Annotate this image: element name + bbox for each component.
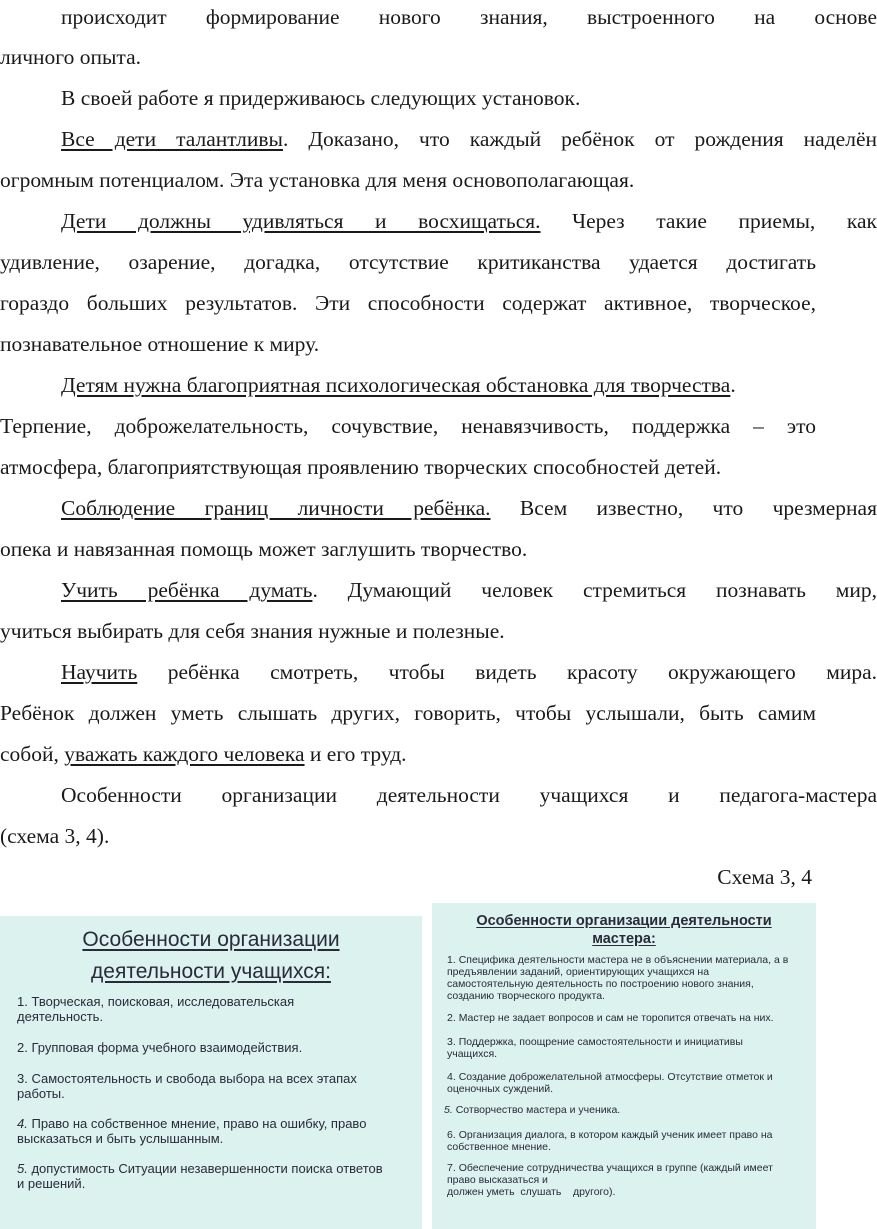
paragraph-9-line-1 [0, 780, 877, 810]
paragraph-5-line-1 [61, 370, 877, 400]
item-text: Самостоятельность и свобода выбора на всех этапах [31, 1071, 357, 1086]
list-item [17, 994, 407, 1024]
paragraph-5-line-3 [0, 452, 816, 482]
list-item [17, 1040, 407, 1055]
text: Терпение, доброжелательность, сочувствие, ненавязчивость, поддержка – это [0, 414, 816, 438]
item-number: 2. [17, 1040, 28, 1055]
list-item [447, 1071, 809, 1095]
underlined-phrase: Соблюдение границ личности ребёнка. [61, 496, 491, 520]
item-number: 1. [447, 954, 456, 966]
text: опека и навязанная помощь может заглушить творчество. [0, 537, 528, 561]
underlined-phrase: Детям нужна благоприятная психологическая обстановка для творчества [61, 373, 731, 397]
underlined-phrase: Учить ребёнка думать [61, 578, 313, 602]
item-number: 5. [444, 1104, 453, 1116]
text: происходит формирование нового знания, выстроенного на основе [61, 5, 877, 29]
underlined-phrase: Все дети талантливы [61, 127, 283, 151]
paragraph-4-line-4 [0, 329, 816, 359]
text: Схема 3, 4 [717, 865, 812, 889]
item-number: 4. [17, 1116, 28, 1131]
list-item [17, 1161, 407, 1191]
paragraph-1-line-2 [0, 42, 816, 72]
item-number: 2. [447, 1012, 456, 1024]
list-item [447, 1036, 809, 1060]
paragraph-9-line-2 [0, 821, 816, 851]
paragraph-4-line-2 [0, 247, 816, 277]
underlined-phrase: уважать каждого человека [64, 742, 305, 766]
text: . Доказано, что каждый ребёнок от рождения наделён [282, 127, 877, 151]
paragraph-5-line-2 [0, 411, 816, 441]
title-line: Особенности организации [82, 928, 340, 951]
item-text: самостоятельную деятельность по построению нового знания, [447, 978, 754, 990]
item-text: оценочных суждений. [447, 1083, 554, 1095]
item-text: Право на собственное мнение, право на ошибку, право [31, 1116, 367, 1131]
scheme-students-title [0, 924, 422, 988]
item-text: деятельность. [17, 1009, 104, 1024]
item-text: Сотворчество мастера и ученика. [455, 1104, 621, 1116]
text: Через такие приемы, как [540, 209, 877, 233]
scheme-students-box [0, 916, 422, 1229]
text: гораздо больших результатов. Эти способности содержат активное, творческое, [0, 291, 816, 315]
item-number: 1. [17, 994, 28, 1009]
item-text: созданию творческого продукта. [447, 990, 605, 1002]
text: познавательное отношение к миру. [0, 332, 320, 356]
item-text: Организация диалога, в котором каждый ученик имеет право на [458, 1129, 773, 1141]
item-text: допустимость Ситуации незавершенности поиска ответов [31, 1161, 383, 1176]
text: В своей работе я придерживаюсь следующих установок. [61, 86, 581, 110]
text: огромным потенциалом. Эта установка для меня основополагающая. [0, 168, 635, 192]
paragraph-6-line-1 [0, 493, 877, 523]
scheme-master-box [432, 903, 816, 1229]
item-text: Поддержка, поощрение самостоятельности и инициативы [458, 1036, 743, 1048]
text: Всем известно, что чрезмерная [490, 496, 877, 520]
item-text: Творческая, поисковая, исследовательская [31, 994, 295, 1009]
text: . [730, 373, 736, 397]
text: ребёнка смотреть, чтобы видеть красоту окружающего мира. [137, 660, 877, 684]
paragraph-4-line-1 [0, 206, 877, 236]
paragraph-4-line-3 [0, 288, 816, 318]
item-number: 5. [17, 1161, 28, 1176]
item-number: 7. [447, 1162, 456, 1174]
list-item [447, 1012, 809, 1024]
item-text: право высказаться и [447, 1174, 548, 1186]
underlined-phrase: Научить [61, 660, 138, 684]
text: Ребёнок должен уметь слышать других, говорить, чтобы услышали, быть самим [0, 701, 816, 725]
item-text: Создание доброжелательной атмосферы. Отсутствие отметок и [458, 1071, 773, 1083]
title-line: Особенности организации деятельности [476, 913, 772, 929]
item-number: 3. [447, 1036, 456, 1048]
paragraph-8-line-2 [0, 698, 816, 728]
item-number: 3. [17, 1071, 28, 1086]
title-line: деятельности учащихся: [91, 960, 331, 983]
item-number: 4. [447, 1071, 456, 1083]
paragraph-3-line-2 [0, 165, 816, 195]
item-text: должен уметь слушать другого). [447, 1186, 616, 1198]
list-item [447, 1162, 809, 1198]
item-number: 6. [447, 1129, 456, 1141]
scheme-master-title [432, 912, 816, 948]
list-item [444, 1104, 806, 1116]
text: Особенности организации деятельности учащихся и педагога-мастера [61, 783, 877, 807]
item-text: предъявлении заданий, ориентирующих учащихся на [447, 966, 710, 978]
list-item [17, 1116, 407, 1146]
paragraph-8-line-3 [0, 739, 816, 769]
paragraph-7-line-2 [0, 616, 816, 646]
paragraph-6-line-2 [0, 534, 816, 564]
text: атмосфера, благоприятствующая проявлению творческих способностей детей. [0, 455, 722, 479]
paragraph-3-line-1 [0, 124, 877, 154]
item-text: Групповая форма учебного взаимодействия. [31, 1040, 303, 1055]
item-text: и решений. [17, 1176, 86, 1191]
paragraph-8-line-1 [0, 657, 877, 687]
title-line: мастера: [592, 931, 656, 947]
item-text: работы. [17, 1086, 65, 1101]
figure-caption [0, 862, 812, 892]
text: удивление, озарение, догадка, отсутствие критиканства удается достигать [0, 250, 816, 274]
paragraph-2 [61, 83, 877, 113]
item-text: высказаться и быть услышанным. [17, 1131, 224, 1146]
text: (схема 3, 4). [0, 824, 110, 848]
text: . Думающий человек стремиться познавать мир, [312, 578, 877, 602]
item-text: Обеспечение сотрудничества учащихся в группе (каждый имеет [458, 1162, 773, 1174]
list-item [447, 1129, 809, 1153]
underlined-phrase: Дети должны удивляться и восхищаться. [61, 209, 541, 233]
text: собой, [0, 742, 65, 766]
text: личного опыта. [0, 45, 141, 69]
paragraph-1-line-1 [0, 2, 877, 32]
item-text: Специфика деятельности мастера не в объяснении материала, а в [458, 954, 789, 966]
paragraph-7-line-1 [0, 575, 877, 605]
item-text: Мастер не задает вопросов и сам не торопится отвечать на них. [458, 1012, 774, 1024]
list-item [447, 954, 809, 1002]
list-item [17, 1071, 407, 1101]
text: и его труд. [304, 742, 407, 766]
text: учиться выбирать для себя знания нужные и полезные. [0, 619, 505, 643]
item-text: собственное мнение. [447, 1141, 551, 1153]
item-text: учащихся. [447, 1048, 498, 1060]
